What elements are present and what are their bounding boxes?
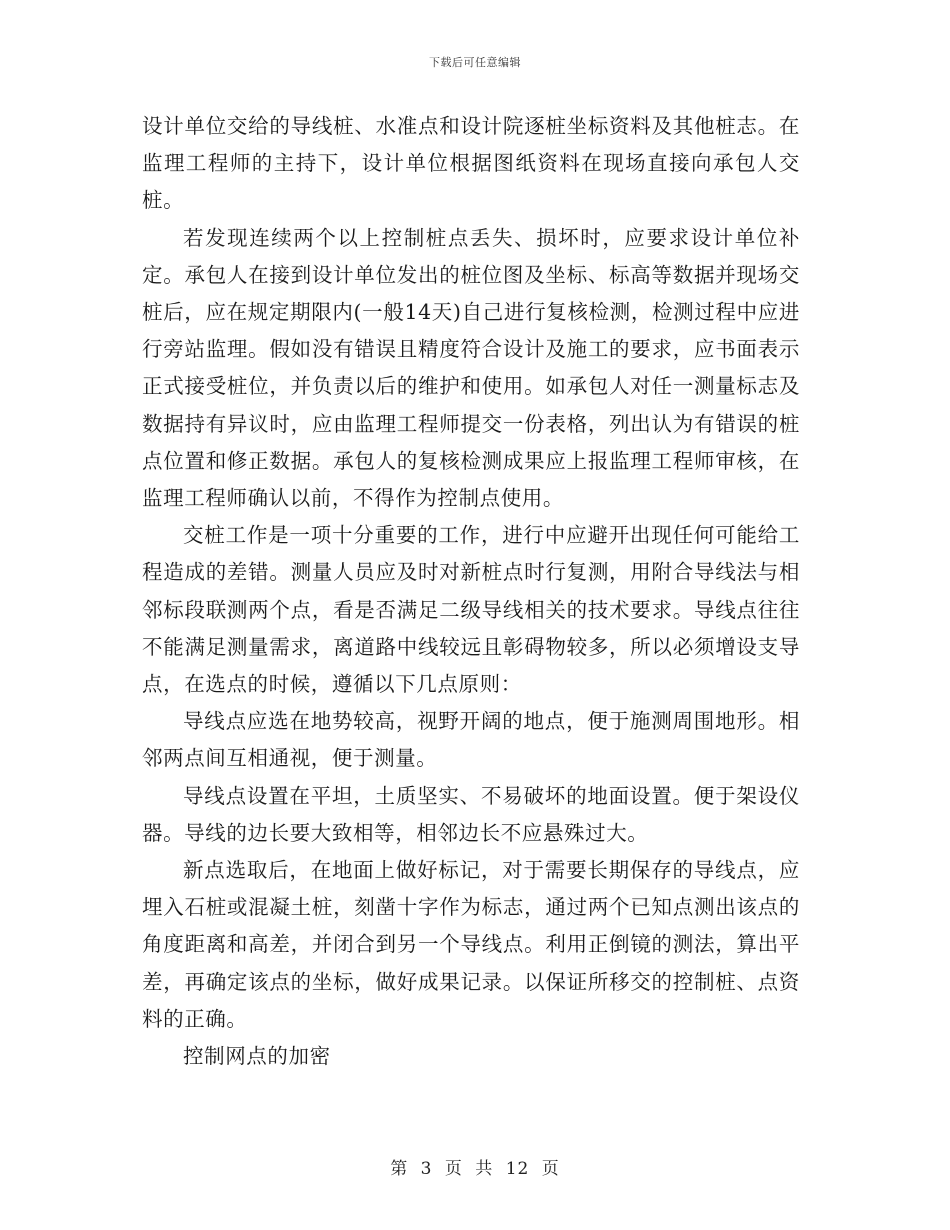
page-number-footer: 第 3 页 共 12 页	[390, 1159, 560, 1179]
paragraph-1: 设计单位交给的导线桩、水准点和设计院逐桩坐标资料及其他桩志。在监理工程师的主持下，设计单位根据图纸资料在现场直接向承包人交桩。	[142, 114, 800, 213]
paragraph-5: 导线点设置在平坦，土质坚实、不易破坏的地面设置。便于架设仪器。导线的边长要大致相等，相邻边长不应悬殊过大。	[142, 783, 800, 845]
page-header: 下载后可任意编辑	[429, 56, 521, 69]
paragraph-2: 若发现连续两个以上控制桩点丢失、损坏时，应要求设计单位补定。承包人在接到设计单位发出的桩位图及坐标、标高等数据并现场交桩后，应在规定期限内(一般14天)自己进行复核检测，检测过程中应进行旁站监理。假如没有错误且精度符合设计及施工的要求，应书面表示正式接受桩位，并负责以后的维护和使用。如承包人对任一测量标志及数据持有异议时，应由监理工程师提交一份表格，列出认为有错误的桩点位置和修正数据。承包人的复核检测成果应上报监理工程师审核，在监理工程师确认以前，不得作为控制点使用。	[142, 225, 800, 511]
document-body	[142, 108, 800, 1075]
paragraph-6: 新点选取后，在地面上做好标记，对于需要长期保存的导线点，应埋入石桩或混凝土桩，刻凿十字作为标志，通过两个已知点测出该点的角度距离和高差，并闭合到另一个导线点。利用正倒镜的测法，算出平差，再确定该点的坐标，做好成果记录。以保证所移交的控制桩、点资料的正确。	[142, 858, 800, 1031]
section-heading: 控制网点的加密	[183, 1044, 331, 1069]
paragraph-3: 交桩工作是一项十分重要的工作，进行中应避开出现任何可能给工程造成的差错。测量人员应及时对新桩点时行复测，用附合导线法与相邻标段联测两个点，看是否满足二级导线相关的技术要求。导线点往往不能满足测量需求，离道路中线较远且彰碍物较多，所以必须增设支导点，在选点的时候，遵循以下几点原则：	[142, 523, 800, 697]
paragraph-4: 导线点应选在地势较高，视野开阔的地点，便于施测周围地形。相邻两点间互相通视，便于测量。	[142, 709, 800, 771]
